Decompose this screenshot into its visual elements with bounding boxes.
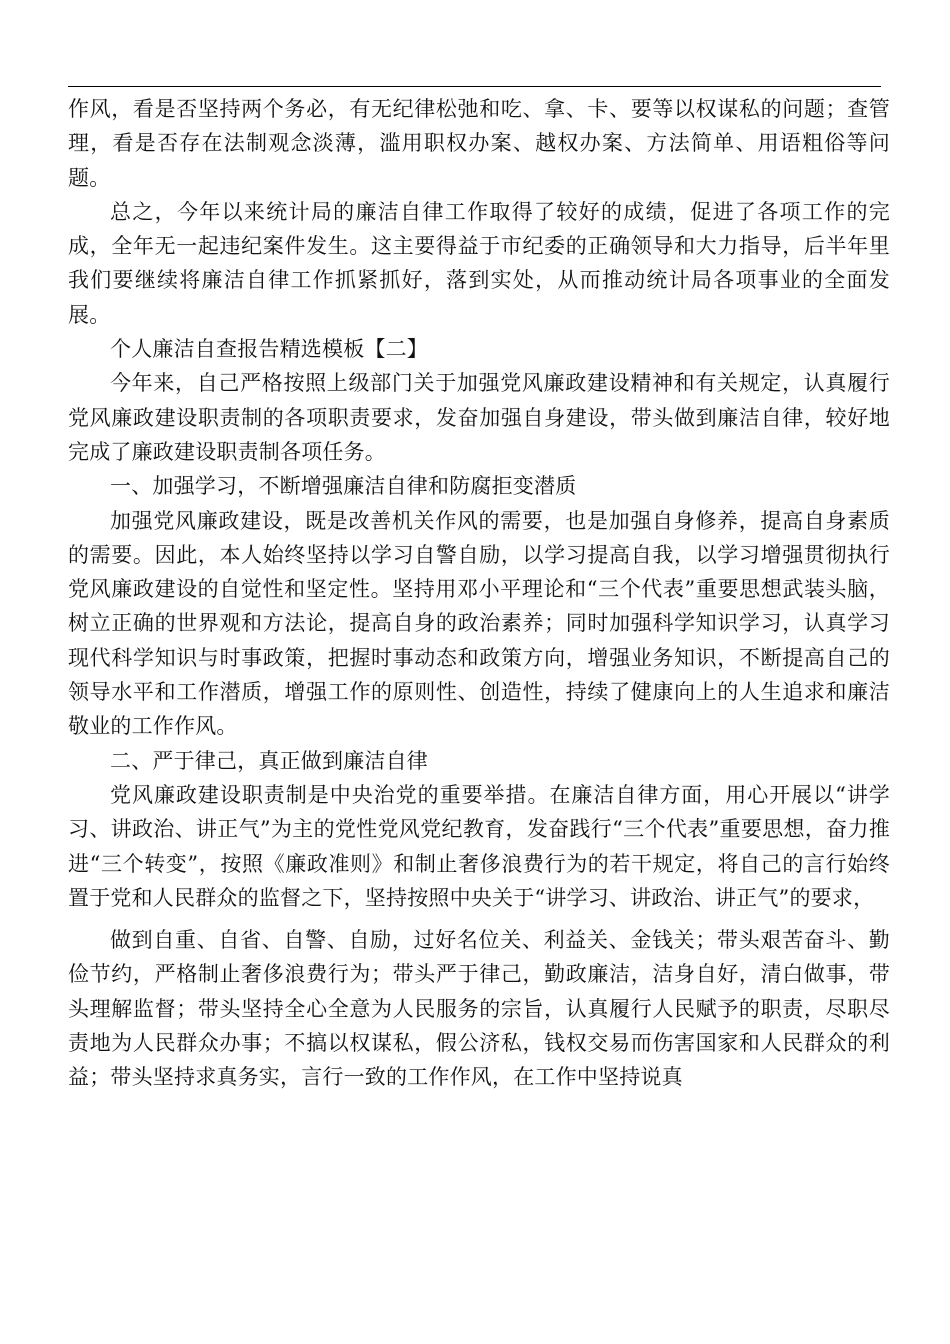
heading-1: 一、加强学习，不断增强廉洁自律和防腐拒变潜质 bbox=[110, 474, 577, 499]
paragraph-4: 加强党风廉政建设，既是改善机关作风的需要，也是加强自身修养，提高自身素质的需要。因此，本人始终坚持以学习自警自励，以学习提高自我，以学习增强贯彻执行党风廉政建设的自觉性和坚定性。坚持用邓小平理论和“三个代表”重要思想武装头脑，树立正确的世界观和方法论，提高自身的政治素养；同时加强科学知识学习，认真学习现代科学知识与时事政策，把握时事动态和政策方向，增强业务知识，不断提高自己的领导水平和工作潜质，增强工作的原则性、创造性，持续了健康向上的人生追求和廉洁敬业的工作作风。 bbox=[68, 508, 890, 739]
paragraph-2: 总之，今年以来统计局的廉洁自律工作取得了较好的成绩，促进了各项工作的完成，全年无一起违纪案件发生。这主要得益于市纪委的正确领导和大力指导，后半年里我们要继续将廉洁自律工作抓紧抓好，落到实处，从而推动统计局各项事业的全面发展。 bbox=[68, 199, 890, 327]
header-rule bbox=[68, 86, 881, 87]
document-body bbox=[68, 92, 890, 1095]
paragraph-6: 做到自重、自省、自警、自励，过好名位关、利益关、金钱关；带头艰苦奋斗、勤俭节约，严格制止奢侈浪费行为；带头严于律己，勤政廉洁，洁身自好，清白做事，带头理解监督；带头坚持全心全意为人民服务的宗旨，认真履行人民赋予的职责，尽职尽责地为人民群众办事；不搞以权谋私，假公济私，钱权交易而伤害国家和人民群众的利益；带头坚持求真务实，言行一致的工作作风，在工作中坚持说真 bbox=[68, 928, 890, 1090]
heading-2: 二、严于律己，真正做到廉洁自律 bbox=[110, 748, 428, 773]
paragraph-1: 作风，看是否坚持两个务必，有无纪律松弛和吃、拿、卡、要等以权谋私的问题；查管理，看是否存在法制观念淡薄，滥用职权办案、越权办案、方法简单、用语粗俗等问题。 bbox=[68, 97, 890, 190]
paragraph-5: 党风廉政建设职责制是中央治党的重要举措。在廉洁自律方面，用心开展以“讲学习、讲政治、讲正气”为主的党性党风党纪教育，发奋践行“三个代表”重要思想，奋力推进“三个转变”，按照《廉政准则》和制止奢侈浪费行为的若干规定，将自己的言行始终置于党和人民群众的监督之下，坚持按照中央关于“讲学习、讲政治、讲正气”的要求， bbox=[68, 782, 890, 910]
paragraph-3: 今年来，自己严格按照上级部门关于加强党风廉政建设精神和有关规定，认真履行党风廉政建设职责制的各项职责要求，发奋加强自身建设，带头做到廉洁自律，较好地完成了廉政建设职责制各项任务。 bbox=[68, 371, 890, 464]
section-title-template-2: 个人廉洁自查报告精选模板【二】 bbox=[110, 337, 428, 362]
